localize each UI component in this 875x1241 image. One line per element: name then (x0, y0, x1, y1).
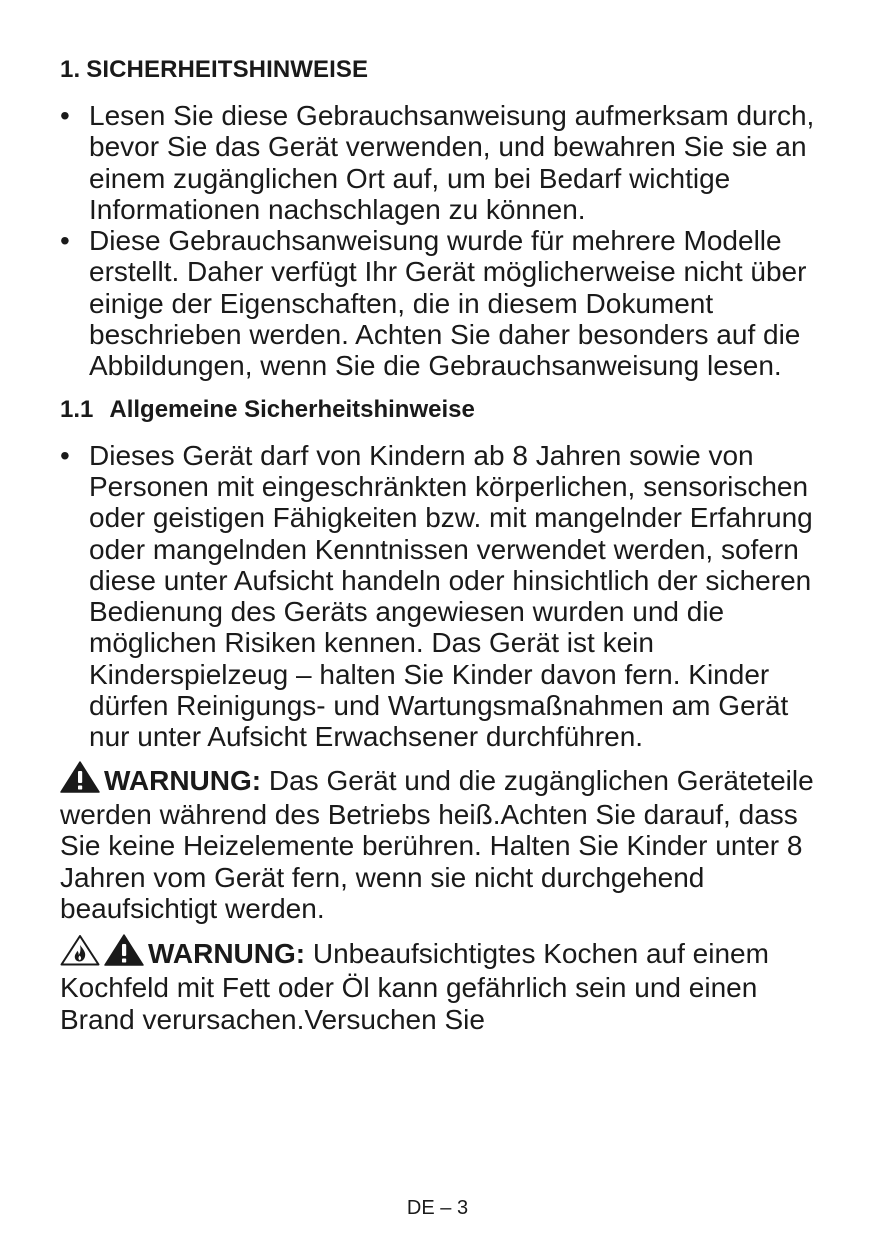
bullet-text: Diese Gebrauchsanweisung wurde für mehrere Modelle erstellt. Daher verfügt Ihr Gerät möglicherweise nicht über einige der Eigenschaften, die in diesem Dokument beschrieben werden. Achten Sie daher besonders auf die Abbildungen, wenn Sie die Gebrauchsanweisung lesen. (89, 225, 807, 382)
warning-triangle-icon (104, 934, 144, 972)
warning-triangle-icon (60, 761, 100, 799)
subsection-bullet-list (60, 440, 820, 753)
subsection-number: 1.1 (60, 395, 94, 423)
bullet-text: Lesen Sie diese Gebrauchsanweisung aufmerksam durch, bevor Sie das Gerät verwenden, und bewahren Sie sie an einem zugänglichen Ort auf, um bei Bedarf wichtige Informationen nachschlagen zu können. (89, 100, 815, 225)
section-number: 1. (60, 56, 81, 83)
list-item (60, 100, 820, 225)
subsection-heading (60, 392, 820, 428)
warning-paragraph (60, 934, 820, 1035)
subsection-title: Allgemeine Sicherheitshinweise (109, 395, 475, 423)
warning-label: WARNUNG: (104, 764, 262, 796)
page-number: DE – 3 (406, 1197, 469, 1219)
list-item (60, 440, 820, 753)
bullet-text: Dieses Gerät darf von Kindern ab 8 Jahren sowie von Personen mit eingeschränkten körperlichen, sensorischen oder geistigen Fähigkeiten bzw. mit mangelnder Erfahrung oder mangelnden Kenntnissen verwendet werden, sofern diese unter Aufsicht handeln oder hinsichtlich der sicheren Bedienung des Geräts angewiesen wurden und die möglichen Risiken kennen. Das Gerät ist kein Kinderspielzeug – halten Sie Kinder davon fern. Kinder dürfen Reinigungs- und Wartungsmaßnahmen am Gerät nur unter Aufsicht Erwachsener durchführen. (89, 439, 813, 753)
bullet-icon: • (60, 439, 70, 471)
fire-warning-icon (60, 934, 100, 972)
section-title: SICHERHEITSHINWEISE (86, 56, 369, 83)
warning-label: WARNUNG: (148, 938, 306, 970)
bullet-icon: • (60, 100, 70, 131)
document-page (60, 52, 820, 1035)
bullet-icon: • (60, 225, 70, 257)
section-bullet-list (60, 100, 820, 382)
warning-text: Unbeaufsichtigtes Kochen auf einem Kochfeld mit Fett oder Öl kann gefährlich sein und einen Brand verursachen.Versuchen Sie (60, 938, 769, 1035)
warning-text: Das Gerät und die zugänglichen Geräteteile werden während des Betriebs heiß.Achten Sie darauf, dass Sie keine Heizelemente berühren. Halten Sie Kinder unter 8 Jahren vom Gerät fern, wenn sie nicht durchgehend beaufsichtigt werden. (60, 764, 814, 924)
list-item (60, 225, 820, 381)
warning-paragraph (60, 761, 820, 924)
section-heading (60, 52, 820, 88)
